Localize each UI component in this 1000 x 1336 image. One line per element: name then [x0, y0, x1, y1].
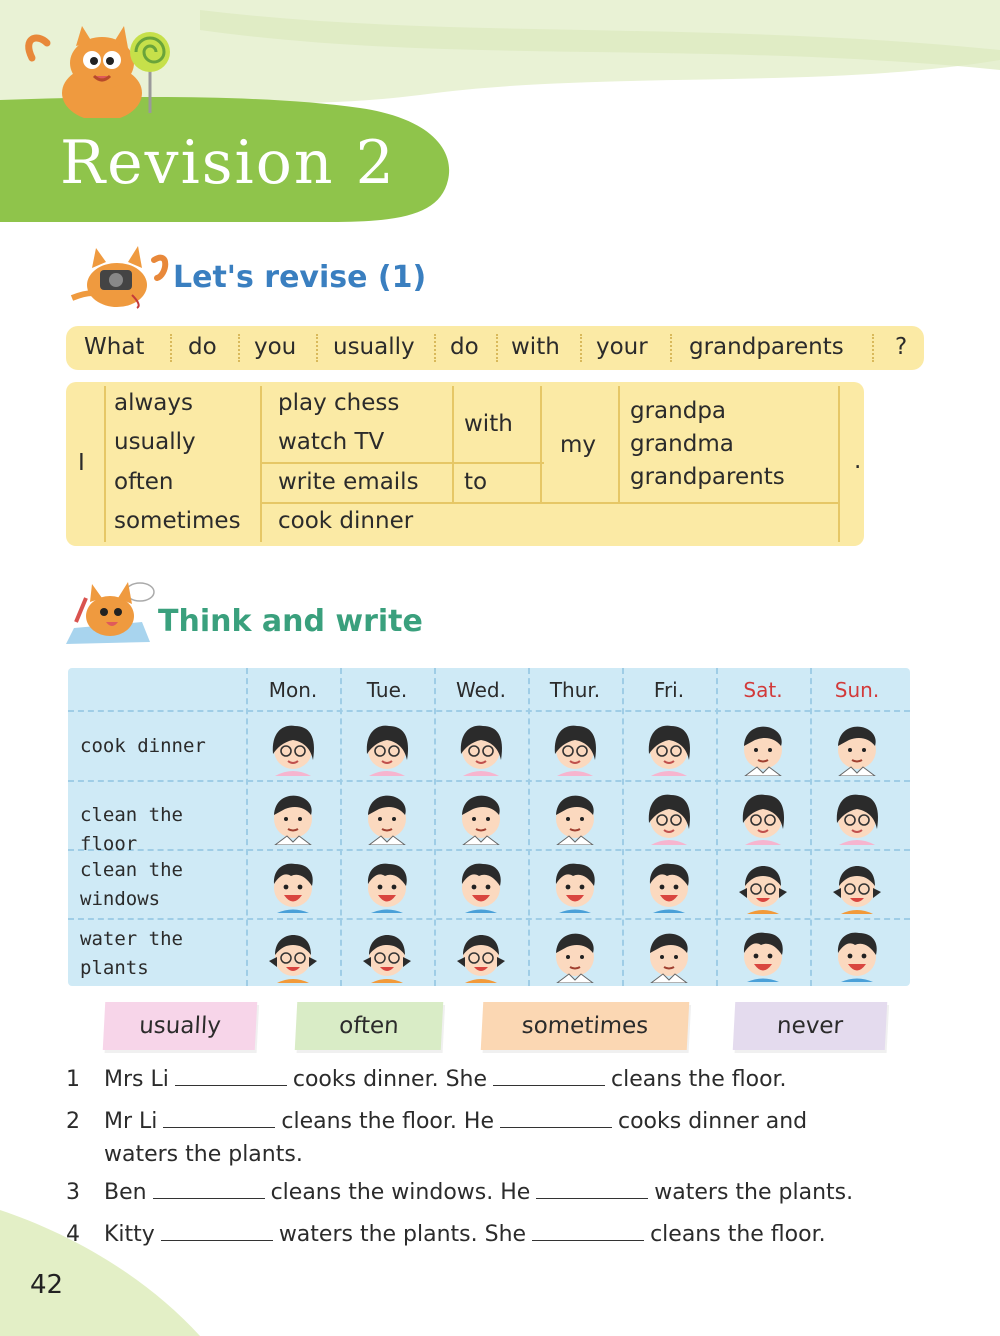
footer-decoration — [0, 1200, 260, 1336]
activity-phrase: cook dinner — [278, 508, 414, 534]
mrs-li-face-icon — [453, 720, 509, 776]
sentence-word: your — [596, 334, 648, 360]
mrs-li-face-icon — [735, 789, 791, 845]
word-bank-chip: often — [295, 1002, 444, 1050]
exercise-text: cleans the floor. He — [281, 1109, 494, 1134]
frequency-word: sometimes — [114, 508, 241, 534]
ben-face-icon — [359, 858, 415, 914]
mr-li-face-icon — [547, 927, 603, 983]
chore-label-line: cook dinner — [80, 735, 206, 757]
chore-label — [80, 856, 240, 914]
mr-li-face-icon — [735, 720, 791, 776]
mrs-li-face-icon — [641, 720, 697, 776]
mr-li-face-icon — [641, 927, 697, 983]
mr-li-face-icon — [453, 789, 509, 845]
word-separator — [170, 334, 172, 362]
mr-li-face-icon — [829, 720, 885, 776]
kitty-face-icon — [735, 858, 791, 914]
exercise-text: cleans the floor. — [650, 1222, 826, 1247]
exercise-text: waters the plants. — [654, 1180, 854, 1205]
mrs-li-face-icon — [829, 789, 885, 845]
ben-face-icon — [735, 927, 791, 983]
sentence-word: you — [254, 334, 297, 360]
person-word: grandpa — [630, 398, 727, 424]
word-separator — [580, 334, 582, 362]
cat-lollipop-icon — [22, 18, 172, 118]
day-header: Mon. — [268, 678, 318, 702]
exercise-sentence — [104, 1067, 787, 1092]
preposition-word: with — [464, 411, 513, 437]
answer-blank[interactable] — [175, 1068, 287, 1086]
possessive-word: my — [560, 432, 597, 458]
mr-li-face-icon — [265, 789, 321, 845]
answer-blank[interactable] — [493, 1068, 605, 1086]
day-header: Sat. — [743, 678, 783, 702]
exercise-number: 1 — [66, 1067, 80, 1092]
subject-word: I — [78, 450, 85, 476]
mr-li-face-icon — [547, 789, 603, 845]
person-word: grandparents — [630, 464, 785, 490]
exercise-sentence-continued: waters the plants. — [104, 1142, 303, 1167]
word-separator — [238, 334, 240, 362]
day-header: Sun. — [834, 678, 880, 702]
ben-face-icon — [265, 858, 321, 914]
answer-blank[interactable] — [536, 1181, 648, 1199]
frequency-word: always — [114, 390, 193, 416]
word-separator — [496, 334, 498, 362]
chore-label — [80, 732, 240, 761]
sentence-period: . — [854, 448, 862, 474]
mrs-li-face-icon — [359, 720, 415, 776]
ben-face-icon — [641, 858, 697, 914]
day-header: Wed. — [456, 678, 506, 702]
section-heading-think-write: Think and write — [158, 604, 423, 639]
exercise-text: Kitty — [104, 1222, 155, 1247]
exercise-text: Mr Li — [104, 1109, 158, 1134]
chore-label-line: windows — [80, 888, 161, 910]
answer-blank[interactable] — [532, 1223, 644, 1241]
word-separator — [872, 334, 874, 362]
kitty-face-icon — [265, 927, 321, 983]
section-heading-revise: Let's revise (1) — [173, 260, 427, 295]
sentence-word: What — [84, 334, 145, 360]
day-header: Fri. — [653, 678, 685, 702]
sentence-word: usually — [333, 334, 415, 360]
exercise-number: 2 — [66, 1109, 80, 1134]
cat-camera-icon — [62, 240, 172, 310]
exercise-number: 3 — [66, 1180, 80, 1205]
frequency-word: usually — [114, 429, 196, 455]
chore-label-line: plants — [80, 957, 149, 979]
mrs-li-face-icon — [547, 720, 603, 776]
page-title: Revision 2 — [60, 128, 396, 198]
substitution-table — [66, 382, 864, 546]
exercise-text: cleans the windows. He — [270, 1180, 531, 1205]
mr-li-face-icon — [359, 789, 415, 845]
frequency-word: often — [114, 469, 174, 495]
answer-blank[interactable] — [153, 1181, 265, 1199]
mrs-li-face-icon — [641, 789, 697, 845]
word-bank-chip: never — [733, 1002, 888, 1050]
exercise-text: waters the plants. She — [278, 1222, 527, 1247]
exercise-text: cooks dinner and — [617, 1109, 808, 1134]
word-bank-chip: sometimes — [481, 1002, 690, 1050]
chore-label-line: clean the floor — [80, 804, 183, 855]
exercise-text: cooks dinner. She — [292, 1067, 488, 1092]
kitty-face-icon — [359, 927, 415, 983]
ben-face-icon — [547, 858, 603, 914]
kitty-face-icon — [829, 858, 885, 914]
person-word: grandma — [630, 431, 734, 457]
ben-face-icon — [829, 927, 885, 983]
sentence-word: do — [450, 334, 479, 360]
chore-label — [80, 925, 240, 983]
word-separator — [316, 334, 318, 362]
exercise-sentence — [104, 1109, 807, 1134]
chore-label-line: clean the — [80, 859, 183, 881]
exercise-text: Ben — [104, 1180, 147, 1205]
kitty-face-icon — [453, 927, 509, 983]
chore-label — [80, 801, 240, 859]
chore-label-line: water the — [80, 928, 183, 950]
exercise-text: cleans the floor. — [611, 1067, 787, 1092]
cat-writing-icon — [62, 578, 162, 648]
mrs-li-face-icon — [265, 720, 321, 776]
exercise-number: 4 — [66, 1222, 80, 1247]
page-number: 42 — [30, 1270, 64, 1300]
sentence-word: grandparents — [689, 334, 844, 360]
exercise-text: Mrs Li — [104, 1067, 169, 1092]
word-bank-chip: usually — [103, 1002, 258, 1050]
activity-phrase: write emails — [278, 469, 419, 495]
activity-phrase: watch TV — [278, 429, 385, 455]
sentence-word: with — [511, 334, 560, 360]
question-sentence-bar — [66, 326, 924, 370]
answer-blank[interactable] — [500, 1110, 612, 1128]
day-header: Tue. — [366, 678, 408, 702]
word-separator — [434, 334, 436, 362]
sentence-word: ? — [895, 334, 908, 360]
word-separator — [670, 334, 672, 362]
activity-phrase: play chess — [278, 390, 400, 416]
preposition-word: to — [464, 469, 488, 495]
sentence-word: do — [188, 334, 217, 360]
answer-blank[interactable] — [163, 1110, 275, 1128]
ben-face-icon — [453, 858, 509, 914]
day-header: Thur. — [549, 678, 601, 702]
